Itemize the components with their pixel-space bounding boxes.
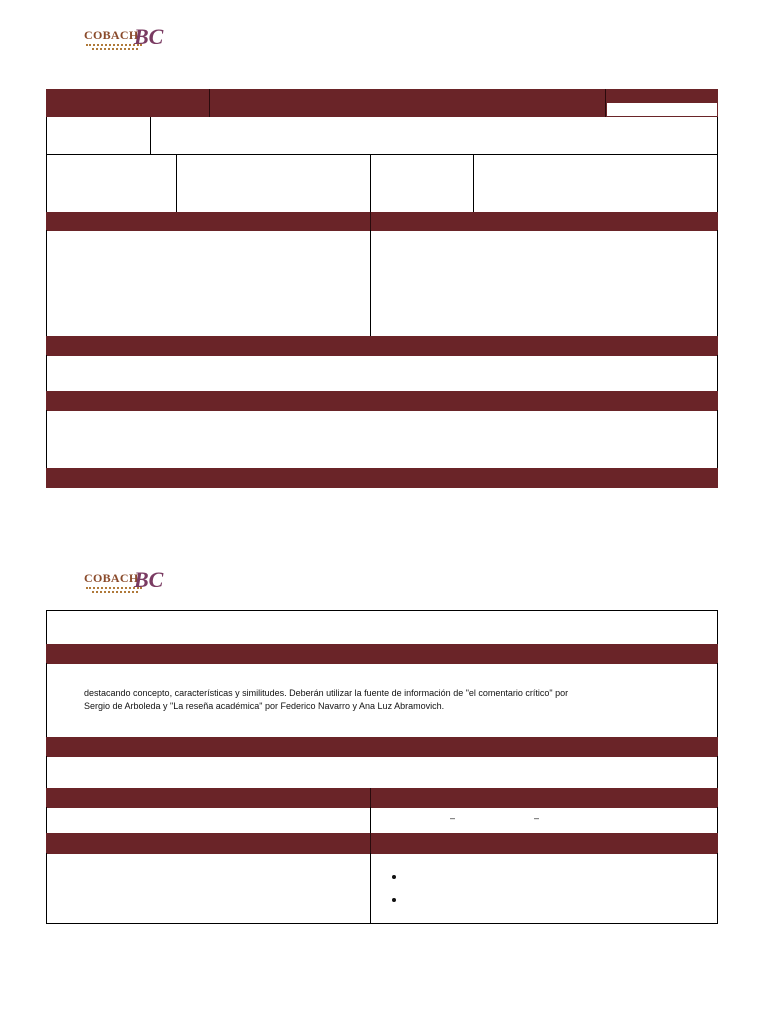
row-b: [46, 410, 718, 469]
row-f-divider: [370, 807, 371, 834]
two-col-area: [46, 230, 718, 337]
section-bar-g-divider: [370, 833, 371, 854]
section-bar-a: [46, 336, 718, 356]
logo-word: COBACH: [84, 28, 139, 42]
cobach-logo: [84, 24, 164, 54]
instructions-line-1: destacando concepto, características y similitudes. Deberán utilizar la fuente de información de "el comentario crítico" por: [84, 688, 569, 698]
header-divider-1: [209, 89, 210, 117]
section-bar-c: [46, 468, 718, 488]
row-3: [46, 154, 718, 213]
row-3-divider-3: [473, 154, 474, 213]
logo-word: COBACH: [84, 571, 139, 585]
header-value-cell: [607, 103, 717, 116]
logo-tagline-2: [92, 591, 138, 595]
row-3-divider-1: [176, 154, 177, 213]
section-bar-g: [46, 833, 718, 854]
section-bar-f: [46, 788, 718, 808]
row-g-divider: [370, 853, 371, 924]
instructions-line-2: Sergio de Arboleda y "La reseña académica" por Federico Navarro y Ana Luz Abramovich.: [84, 701, 445, 711]
section-bar-2col: [46, 212, 718, 231]
row-title: [46, 610, 718, 645]
bullet-2: [392, 898, 396, 902]
section-bar-b: [46, 391, 718, 411]
dash-2: –: [534, 813, 540, 823]
row-f: [46, 807, 718, 834]
two-col-divider: [370, 230, 371, 337]
logo-mark: BC: [134, 24, 164, 49]
row-g: [46, 853, 718, 924]
dash-1: –: [450, 813, 456, 823]
logo-mark: BC: [134, 567, 164, 592]
cobach-logo-2: [84, 567, 164, 597]
section-bar-d: [46, 644, 718, 664]
row-2-divider: [150, 117, 151, 155]
row-a: [46, 355, 718, 392]
header-divider-2: [605, 89, 606, 117]
row-2: [46, 117, 718, 155]
bullet-1: [392, 875, 396, 879]
section-bar-f-divider: [370, 788, 371, 808]
row-e: [46, 756, 718, 789]
logo-tagline-2: [92, 48, 138, 52]
row-3-divider-2: [370, 154, 371, 213]
section-bar-e: [46, 737, 718, 757]
section-bar-divider: [370, 212, 371, 231]
